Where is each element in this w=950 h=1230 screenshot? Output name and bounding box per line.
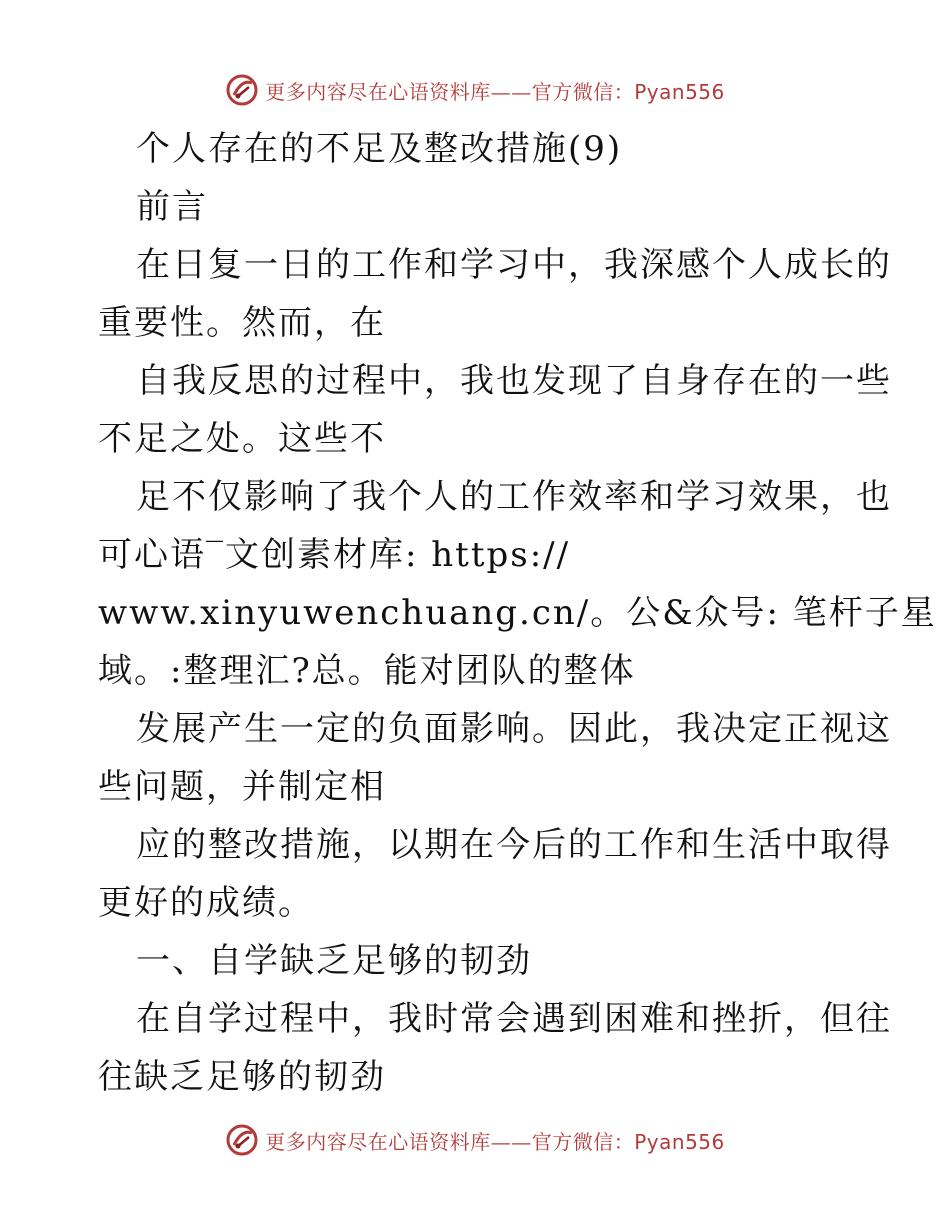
paragraph-line: 些问题，并制定相 <box>98 767 386 807</box>
paragraph-line: 发展产生一定的负面影响。因此，我决定正视这 <box>136 709 892 749</box>
paragraph-line: 应的整改措施，以期在今后的工作和生活中取得 <box>136 825 892 865</box>
footer-wechat-id: Pyan556 <box>634 1129 725 1154</box>
header-wechat-id: Pyan556 <box>634 79 725 104</box>
brand-logo-icon <box>225 1123 259 1157</box>
paragraph-line: 可心语‾文创素材库: https:// <box>98 535 571 575</box>
section-heading: 一、自学缺乏足够的韧劲 <box>136 941 532 981</box>
header-brand-text: 更多内容尽在心语资料库 <box>265 79 491 104</box>
document-body <box>98 120 937 1106</box>
paragraph-line: 域。:整理汇?总。能对团队的整体 <box>98 651 636 691</box>
paragraph-line: 在日复一日的工作和学习中，我深感个人成长的 <box>136 245 892 285</box>
paragraph-line: 足不仅影响了我个人的工作效率和学习效果，也 <box>136 477 892 517</box>
section-heading-preface: 前言 <box>136 187 208 227</box>
brand-logo-icon <box>225 73 259 107</box>
header-wechat-label: 官方微信： <box>531 79 635 104</box>
footer-banner-text <box>265 1126 725 1155</box>
header-separator: —— <box>490 79 532 104</box>
paragraph-line: 更好的成绩。 <box>98 883 314 923</box>
footer-separator: —— <box>490 1129 532 1154</box>
paragraph-line: 自我反思的过程中，我也发现了自身存在的一些 <box>136 361 892 401</box>
paragraph-line: 往缺乏足够的韧劲 <box>98 1057 386 1097</box>
footer-banner <box>0 1120 950 1160</box>
footer-brand-text: 更多内容尽在心语资料库 <box>265 1129 491 1154</box>
paragraph-line: 不足之处。这些不 <box>98 419 386 459</box>
paragraph-line: 重要性。然而，在 <box>98 303 386 343</box>
footer-wechat-label: 官方微信： <box>531 1129 635 1154</box>
paragraph-line: www.xinyuwenchuang.cn/。公&众号: 笔杆子星 <box>98 593 937 633</box>
document-title: 个人存在的不足及整改措施(9) <box>136 129 623 169</box>
paragraph-line: 在自学过程中，我时常会遇到困难和挫折，但往 <box>136 999 892 1039</box>
header-banner-text <box>265 76 725 105</box>
header-banner <box>0 70 950 110</box>
